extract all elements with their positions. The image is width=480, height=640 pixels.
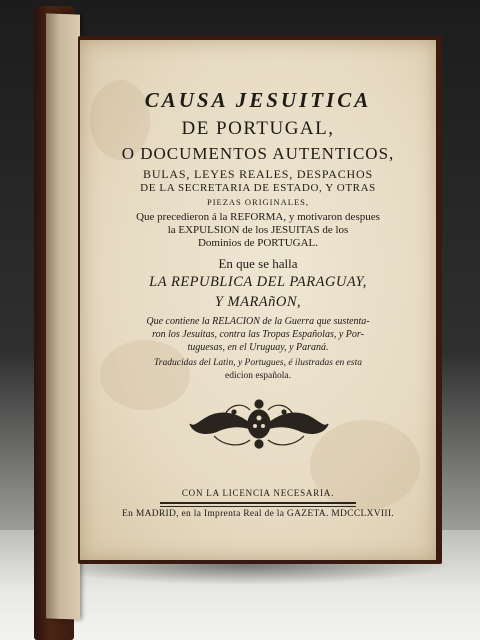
title-line-3: O DOCUMENTOS AUTENTICOS, (121, 144, 395, 163)
text-line-7: Que precedieron á la REFORMA, y motivaron despues (136, 211, 380, 223)
subtitle-line-5: DE LA SECRETARIA DE ESTADO, Y OTRAS (140, 182, 376, 194)
flyleaf-page (46, 13, 80, 619)
text-line-9: Dominios de PORTUGAL. (197, 237, 319, 249)
subtitle-line-4: BULAS, LEYES REALES, DESPACHOS (143, 167, 373, 181)
double-rule-bottom (160, 506, 356, 507)
title-line-1: CAUSA JESUITICA (144, 88, 372, 112)
text-line-8: la EXPULSION de los JESUITAS de los (167, 224, 349, 236)
text-line-17: edicion española. (225, 371, 291, 381)
license-line: CON LA LICENCIA NECESARIA. (181, 488, 335, 498)
printer-ornament-icon (184, 392, 334, 454)
text-line-15: tuguesas, en el Uruguay, y Paraná. (187, 342, 329, 353)
imprint-line: En MADRID, en la Imprenta Real de la GAZETA. MDCCLXVIII. (122, 509, 394, 519)
text-line-13: Que contiene la RELACION de la Guerra que sustenta- (146, 316, 370, 327)
text-line-12: Y MARAñON, (214, 294, 302, 310)
subtitle-line-6: PIEZAS ORIGINALES, (206, 197, 310, 207)
text-line-10: En que se halla (218, 256, 298, 271)
text-line-14: ron los Jesuitas, contra las Tropas Españolas, y Por- (152, 329, 364, 340)
text-line-16: Traducidas del Latin, y Portugues, é ilustradas en esta (154, 358, 362, 368)
title-page (80, 40, 436, 560)
title-line-2: DE PORTUGAL, (181, 118, 335, 139)
text-line-11: LA REPUBLICA DEL PARAGUAY, (149, 274, 367, 290)
double-rule-top (160, 502, 356, 504)
